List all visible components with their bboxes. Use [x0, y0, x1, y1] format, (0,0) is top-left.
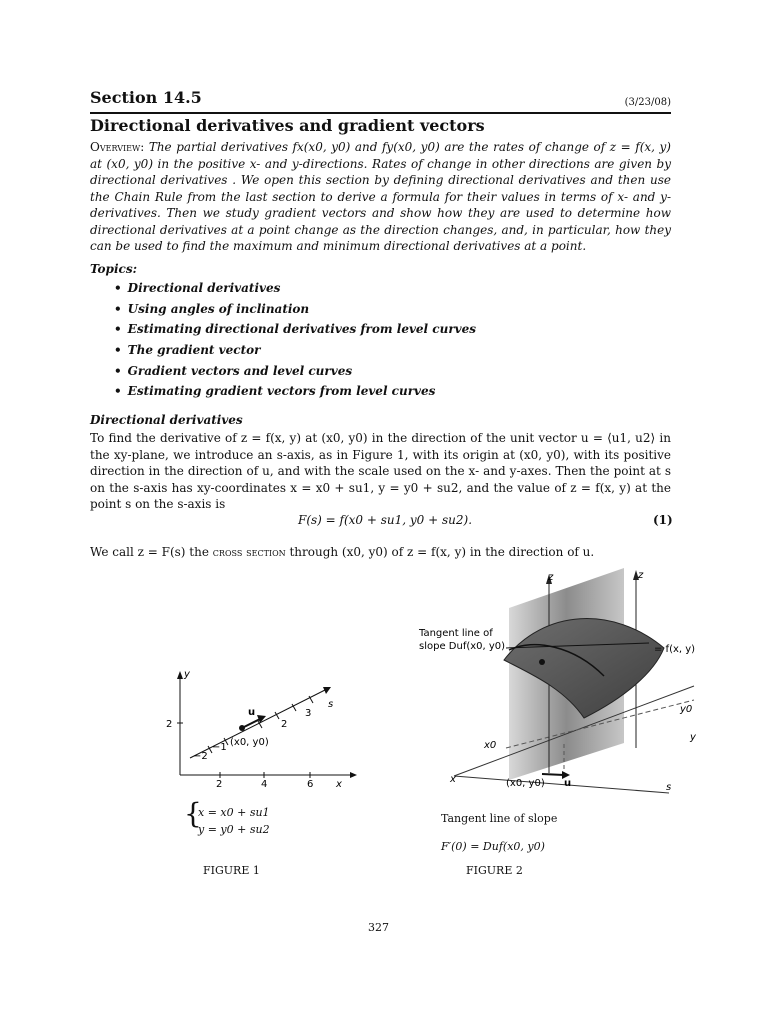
- topic-label: Using angles of inclination: [127, 301, 310, 316]
- figure-1-caption: FIGURE 1: [203, 864, 260, 877]
- tangent-label-2: slope Duf(x0, y0): [419, 641, 506, 652]
- surface-label: = f(x, y): [654, 644, 696, 655]
- equation-number: (1): [653, 513, 673, 527]
- y0-label: y0: [680, 704, 693, 715]
- y-axis-label: y: [690, 732, 696, 743]
- figure-2-caption: FIGURE 2: [466, 864, 523, 877]
- figure-1-diagram: [160, 665, 360, 795]
- equation-1: F(s) = f(x0 + su1, y0 + su2).: [298, 513, 473, 527]
- title-rule: [90, 112, 671, 114]
- x-tick-label: 2: [216, 779, 223, 790]
- page-title: Directional derivatives and gradient vectors: [90, 116, 485, 135]
- u-vector: [242, 719, 260, 728]
- overview-label: Overview:: [90, 140, 145, 154]
- topic-label: Estimating directional derivatives from level curves: [127, 322, 477, 337]
- equation-x: x = x0 + su1: [198, 806, 270, 819]
- topic-label: Estimating gradient vectors from level curves: [127, 384, 436, 399]
- subsection-heading: Directional derivatives: [90, 413, 243, 427]
- cross-section-sentence: [90, 545, 594, 559]
- x-axis-label: x: [336, 779, 342, 790]
- topic-list: [114, 281, 476, 405]
- overview-paragraph: [90, 139, 671, 255]
- z-right-label: z: [638, 570, 644, 581]
- u-label: u: [248, 707, 256, 718]
- s-axis-label: s: [328, 699, 334, 710]
- y-axis-arrow: [177, 671, 183, 679]
- y-axis-label: y: [184, 669, 190, 680]
- figure-1-equations: [198, 804, 270, 838]
- point-label: (x0, y0): [230, 737, 269, 748]
- body-paragraph: To find the derivative of z = f(x, y) at (x0, y0) in the direction of the unit vector u = ⟨u1, u2⟩ in the xy-plane, we introduce an s-axis, as in Figure 1, with its origin at (x0, y0), with its positive direction in the direction of u, and with the scale used on the x- and y-axes. Then the point at s on the s-axis has xy-coordinates x = x0 + su1, y = y0 + su2, and the value of z = f(x, y) at the point s on the s-axis is: [90, 431, 671, 511]
- tangent-label-1: Tangent line of: [419, 628, 493, 639]
- figure-2-caption-line2: F′(0) = Duf(x0, y0): [441, 840, 545, 853]
- u-vector: [542, 774, 564, 775]
- s-tick-label: −1: [212, 742, 227, 753]
- figure-2-diagram: [414, 568, 704, 798]
- term-cross-section: cross section: [212, 545, 286, 559]
- s-tick-label: 3: [305, 708, 312, 719]
- s-axis-label: s: [666, 782, 672, 793]
- point-label: (x0, y0): [506, 778, 545, 789]
- topic-label: Directional derivatives: [127, 281, 281, 295]
- list-item: • Using angles of inclination: [114, 301, 310, 316]
- list-item: • The gradient vector: [114, 343, 261, 358]
- surface-point: [539, 659, 545, 665]
- origin-point: [239, 725, 245, 731]
- figure-2-caption-line1: Tangent line of slope: [441, 812, 558, 825]
- x-tick-label: 6: [307, 779, 314, 790]
- x-axis-arrow: [350, 772, 357, 778]
- page-number: 327: [368, 921, 389, 934]
- list-item: • Gradient vectors and level curves: [114, 363, 353, 378]
- section-title: Section 14.5: [90, 88, 202, 107]
- brace-icon: {: [184, 797, 202, 830]
- y-tick-label: 2: [166, 719, 173, 730]
- x-axis-label: x: [450, 774, 456, 785]
- overview-text: The partial derivatives fx(x0, y0) and fy(x0, y0) are the rates of change of z = f(x, y) at (x0, y0) in the positive x- and y-directions. Rates of change in other directions are given by directional derivatives . We open this section by defining directional derivatives and then use the Chain Rule from the last section to derive a formula for their values in terms of x- and y-derivatives. Then we study gradient vectors and show how they are used to determine how directional derivatives at a point change as the direction changes, and, in particular, how they can be used to find the maximum and minimum directional derivatives at a point.: [90, 140, 671, 253]
- s-tick-label: 2: [281, 719, 288, 730]
- equation-y: y = y0 + su2: [198, 823, 270, 836]
- list-item: • Estimating directional derivatives from level curves: [114, 322, 477, 337]
- date-stamp: (3/23/08): [624, 97, 671, 108]
- sentence-suffix: through (x0, y0) of z = f(x, y) in the direction of u.: [289, 545, 595, 559]
- topic-label: Gradient vectors and level curves: [127, 363, 353, 378]
- x0-label: x0: [484, 740, 497, 751]
- x-tick-label: 4: [261, 779, 268, 790]
- u-label: u: [564, 778, 572, 789]
- list-item: • Directional derivatives: [114, 281, 281, 295]
- s-tick-label: −2: [193, 751, 208, 762]
- sentence-prefix: We call z = F(s) the: [90, 545, 209, 559]
- list-item: • Estimating gradient vectors from level curves: [114, 384, 436, 399]
- topic-label: The gradient vector: [127, 343, 261, 358]
- topics-heading: Topics:: [90, 262, 137, 276]
- s-axis-line: [454, 776, 672, 793]
- z-left-label: z: [548, 572, 554, 583]
